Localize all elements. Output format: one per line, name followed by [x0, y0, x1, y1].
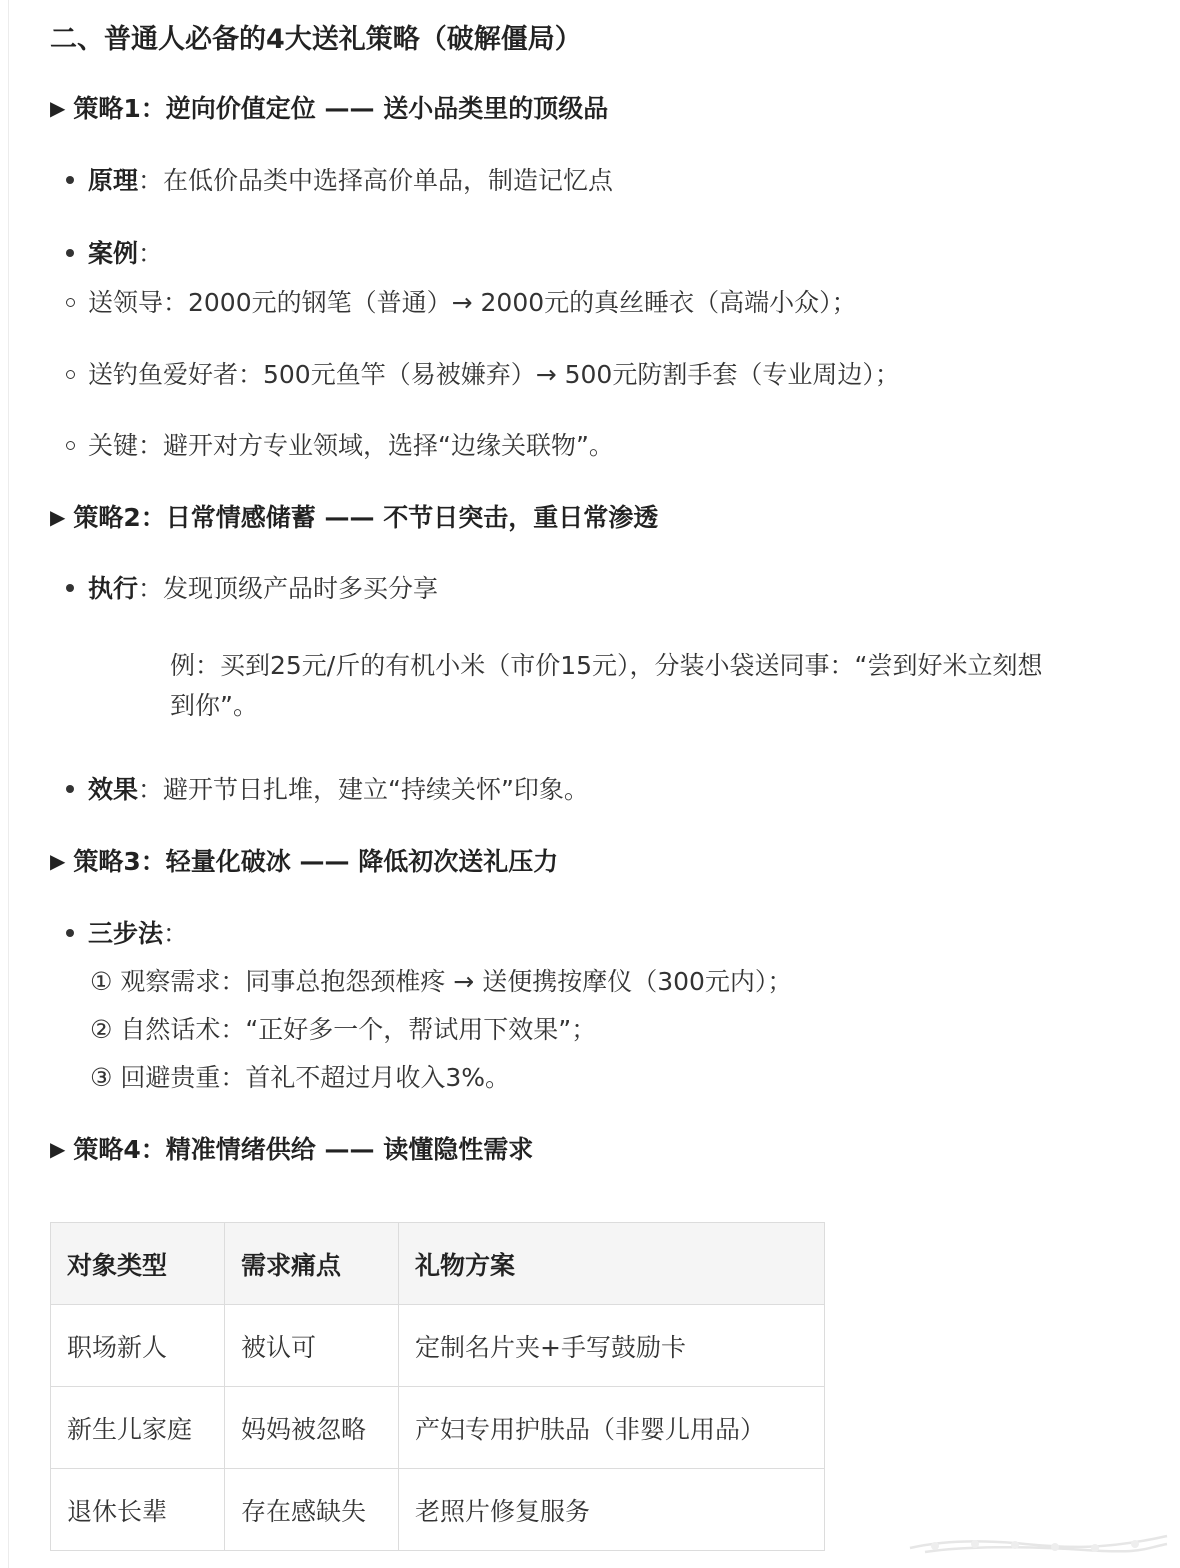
case-item: [66, 234, 163, 274]
example-line-1: 例：买到25元/斤的有机小米（市价15元），分装小袋送同事：“尝到好米立刻想: [170, 651, 1043, 680]
example-paragraph: [170, 646, 1160, 726]
execute-item: [66, 569, 438, 609]
case-label: 案例: [88, 239, 139, 268]
gift-table: [50, 1222, 825, 1551]
bullet-icon: [66, 785, 74, 793]
table-cell: 存在感缺失: [225, 1469, 399, 1551]
principle-label: 原理: [88, 166, 139, 195]
case-text: 关键：避开对方专业领域，选择“边缘关联物”。: [88, 431, 614, 460]
table-row: [51, 1387, 825, 1469]
header-gift-plan: 礼物方案: [399, 1223, 825, 1305]
table-cell: 职场新人: [51, 1305, 225, 1387]
left-border: [8, 0, 9, 1568]
step-line: ③ 回避贵重：首礼不超过月收入3%。: [90, 1063, 511, 1092]
case-subitem: [66, 355, 900, 395]
triangle-icon: ▶: [50, 1137, 66, 1161]
triangle-icon: ▶: [50, 505, 66, 529]
effect-text: ：避开节日扎堆，建立“持续关怀”印象。: [138, 775, 589, 804]
table-row: [51, 1305, 825, 1387]
table-cell: 被认可: [225, 1305, 399, 1387]
triangle-icon: ▶: [50, 96, 66, 120]
strategy-2-title: 策略2：日常情感储蓄 —— 不节日突击，重日常渗透: [73, 503, 659, 532]
case-subitem: [66, 283, 857, 323]
example-line-2: 到你”。: [170, 691, 258, 720]
strategy-3-heading: [50, 841, 558, 882]
bullet-icon: [66, 584, 74, 592]
strategy-2-heading: [50, 497, 658, 538]
strategy-4-heading: [50, 1129, 533, 1170]
principle-text: ：在低价品类中选择高价单品，制造记忆点: [138, 166, 614, 195]
case-subitem: [66, 426, 614, 466]
table-cell: 定制名片夹+手写鼓励卡: [399, 1305, 825, 1387]
table-cell: 妈妈被忽略: [225, 1387, 399, 1469]
steps-colon: ：: [163, 919, 189, 948]
principle-item: [66, 161, 613, 201]
circle-bullet-icon: [66, 441, 75, 450]
steps-label: 三步法: [88, 919, 164, 948]
case-colon: ：: [138, 239, 164, 268]
strategy-3-title: 策略3：轻量化破冰 —— 降低初次送礼压力: [73, 847, 559, 876]
bullet-icon: [66, 249, 74, 257]
table-cell: 产妇专用护肤品（非婴儿用品）: [399, 1387, 825, 1469]
effect-item: [66, 770, 589, 810]
strategy-1-heading: [50, 88, 608, 129]
execute-text: ：发现顶级产品时多买分享: [138, 574, 439, 603]
step-line: ② 自然话术：“正好多一个，帮试用下效果”；: [90, 1015, 597, 1044]
watermark-icon: [905, 1522, 1175, 1562]
bullet-icon: [66, 929, 74, 937]
execute-label: 执行: [88, 574, 139, 603]
table-cell: 新生儿家庭: [51, 1387, 225, 1469]
table-row: [51, 1469, 825, 1551]
case-text: 送钓鱼爱好者：500元鱼竿（易被嫌弃）→ 500元防割手套（专业周边）；: [88, 360, 900, 389]
table-cell: 退休长辈: [51, 1469, 225, 1551]
header-pain-point: 需求痛点: [225, 1223, 399, 1305]
steps-item: [66, 914, 188, 954]
section-heading: 二、普通人必备的4大送礼策略（破解僵局）: [50, 24, 582, 55]
strategy-4-title: 策略4：精准情绪供给 —— 读懂隐性需求: [73, 1135, 534, 1164]
circle-bullet-icon: [66, 370, 75, 379]
case-text: 送领导：2000元的钢笔（普通）→ 2000元的真丝睡衣（高端小众）；: [88, 288, 857, 317]
header-target-type: 对象类型: [51, 1223, 225, 1305]
table-header-row: [51, 1223, 825, 1305]
bullet-icon: [66, 176, 74, 184]
effect-label: 效果: [88, 775, 139, 804]
circle-bullet-icon: [66, 298, 75, 307]
table-cell: 老照片修复服务: [399, 1469, 825, 1551]
step-line: ① 观察需求：同事总抱怨颈椎疼 → 送便携按摩仪（300元内）；: [90, 967, 793, 996]
strategy-1-title: 策略1：逆向价值定位 —— 送小品类里的顶级品: [73, 94, 609, 123]
triangle-icon: ▶: [50, 849, 66, 873]
